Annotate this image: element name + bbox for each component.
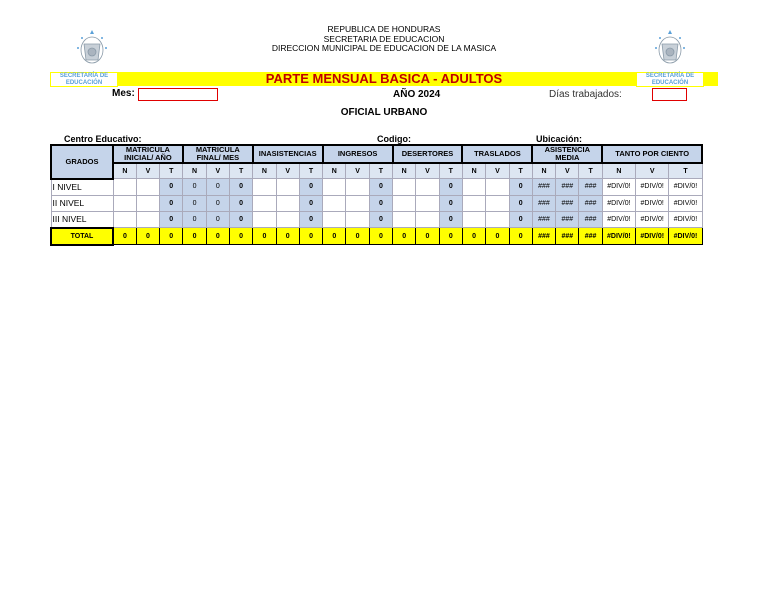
total-cell: 0: [509, 228, 532, 245]
table-cell[interactable]: 0: [299, 179, 322, 196]
sub-header-t: T: [229, 163, 252, 179]
total-cell: 0: [462, 228, 485, 245]
group-header: MATRICULA FINAL/ MES: [183, 145, 253, 163]
total-cell: 0: [486, 228, 509, 245]
table-cell[interactable]: 0: [229, 211, 252, 228]
table-cell[interactable]: [462, 211, 485, 228]
total-cell: 0: [346, 228, 369, 245]
table-cell[interactable]: #DIV/0!: [636, 179, 669, 196]
sub-header-v: V: [416, 163, 439, 179]
table-cell[interactable]: [323, 211, 346, 228]
total-cell: 0: [229, 228, 252, 245]
table-cell[interactable]: #DIV/0!: [636, 211, 669, 228]
table-cell[interactable]: 0: [509, 195, 532, 211]
coat-of-arms-left-icon: [70, 26, 114, 70]
table-cell[interactable]: 0: [160, 179, 183, 196]
header-line-1: REPUBLICA DE HONDURAS: [327, 24, 441, 34]
sub-header-t: T: [509, 163, 532, 179]
table-cell[interactable]: 0: [509, 211, 532, 228]
table-cell[interactable]: 0: [206, 195, 229, 211]
sub-header-t: T: [669, 163, 702, 179]
header-line-3: DIRECCION MUNICIPAL DE EDUCACION DE LA MASICA: [271, 43, 497, 53]
sub-header-n: N: [183, 163, 206, 179]
logo-text-right: SECRETARÍA DE EDUCACIÓN: [636, 72, 704, 87]
total-cell: 0: [393, 228, 416, 245]
total-cell: 0: [253, 228, 276, 245]
table-cell[interactable]: [113, 211, 136, 228]
total-cell: 0: [183, 228, 206, 245]
table-cell[interactable]: 0: [229, 179, 252, 196]
table-cell[interactable]: #DIV/0!: [669, 195, 702, 211]
table-cell[interactable]: 0: [439, 195, 462, 211]
table-cell[interactable]: #DIV/0!: [602, 195, 635, 211]
table-cell[interactable]: ###: [556, 211, 579, 228]
table-row: [51, 179, 702, 196]
table-cell[interactable]: 0: [369, 195, 392, 211]
table-cell[interactable]: ###: [556, 179, 579, 196]
table-cell[interactable]: #DIV/0!: [602, 179, 635, 196]
table-cell[interactable]: 0: [299, 195, 322, 211]
sub-header-n: N: [393, 163, 416, 179]
sub-header-n: N: [462, 163, 485, 179]
page-title: PARTE MENSUAL BASICA - ADULTOS: [265, 71, 503, 86]
table-cell[interactable]: 0: [229, 195, 252, 211]
table-row: [51, 195, 702, 211]
table-cell[interactable]: [253, 211, 276, 228]
total-cell: #DIV/0!: [669, 228, 702, 245]
table-cell[interactable]: 0: [369, 179, 392, 196]
sub-header-v: V: [346, 163, 369, 179]
total-cell: ###: [532, 228, 555, 245]
sub-header-v: V: [556, 163, 579, 179]
table-cell[interactable]: 0: [206, 211, 229, 228]
grado-label: III NIVEL: [51, 211, 113, 228]
sub-header-v: V: [486, 163, 509, 179]
table-cell[interactable]: 0: [183, 195, 206, 211]
logo-text-left: SECRETARÍA DE EDUCACIÓN: [50, 72, 118, 87]
total-row: [51, 228, 702, 245]
table-cell[interactable]: [136, 211, 159, 228]
table-cell[interactable]: [346, 179, 369, 196]
table-cell[interactable]: [323, 179, 346, 196]
total-cell: 0: [113, 228, 136, 245]
sub-header-n: N: [323, 163, 346, 179]
table-cell[interactable]: [346, 211, 369, 228]
table-cell[interactable]: 0: [439, 211, 462, 228]
total-cell: 0: [276, 228, 299, 245]
ubicacion-label: Ubicación:: [536, 134, 583, 144]
table-cell[interactable]: [462, 195, 485, 211]
grados-header: GRADOS: [51, 145, 113, 179]
sub-header-t: T: [579, 163, 602, 179]
table-cell[interactable]: 0: [160, 195, 183, 211]
table-cell[interactable]: #DIV/0!: [669, 211, 702, 228]
sub-header-row: [51, 163, 702, 179]
total-cell: 0: [299, 228, 322, 245]
total-cell: 0: [323, 228, 346, 245]
table-cell[interactable]: ###: [532, 211, 555, 228]
table-cell[interactable]: [276, 211, 299, 228]
table-cell[interactable]: 0: [206, 179, 229, 196]
table-cell[interactable]: ###: [532, 179, 555, 196]
table-cell[interactable]: ###: [579, 179, 602, 196]
group-header: MATRICULA INICIAL/ AÑO: [113, 145, 183, 163]
sub-header-n: N: [253, 163, 276, 179]
table-cell[interactable]: [253, 179, 276, 196]
table-cell[interactable]: [323, 195, 346, 211]
total-cell: 0: [160, 228, 183, 245]
table-cell[interactable]: ###: [579, 195, 602, 211]
data-table: [50, 144, 703, 246]
sub-header-t: T: [299, 163, 322, 179]
group-header: TRASLADOS: [462, 145, 532, 163]
table-cell[interactable]: [486, 195, 509, 211]
sub-header-t: T: [439, 163, 462, 179]
mes-label: Mes:: [112, 88, 135, 99]
header-line-2: SECRETARIA DE EDUCACION: [323, 33, 445, 44]
table-cell[interactable]: [393, 179, 416, 196]
table-cell[interactable]: [462, 179, 485, 196]
sub-header-v: V: [636, 163, 669, 179]
total-cell: 0: [369, 228, 392, 245]
table-cell[interactable]: [393, 195, 416, 211]
table-cell[interactable]: #DIV/0!: [602, 211, 635, 228]
total-cell: ###: [556, 228, 579, 245]
table-cell[interactable]: [416, 179, 439, 196]
group-header: TANTO POR CIENTO: [602, 145, 702, 163]
mes-input[interactable]: [138, 88, 218, 101]
total-cell: 0: [136, 228, 159, 245]
centro-label: Centro Educativo:: [64, 134, 142, 144]
table-cell[interactable]: [486, 179, 509, 196]
total-label: TOTAL: [51, 228, 113, 245]
table-cell[interactable]: 0: [509, 179, 532, 196]
sub-header-n: N: [532, 163, 555, 179]
group-header: INGRESOS: [323, 145, 393, 163]
dias-input[interactable]: [652, 88, 687, 101]
table-cell[interactable]: #DIV/0!: [636, 195, 669, 211]
table-cell[interactable]: [276, 179, 299, 196]
table-cell[interactable]: 0: [160, 211, 183, 228]
table-cell[interactable]: 0: [369, 211, 392, 228]
group-header: ASISTENCIA MEDIA: [532, 145, 602, 163]
table-cell[interactable]: ###: [579, 211, 602, 228]
table-cell[interactable]: #DIV/0!: [669, 179, 702, 196]
table-cell[interactable]: [276, 195, 299, 211]
sub-header-v: V: [276, 163, 299, 179]
table-cell[interactable]: [113, 179, 136, 196]
table-cell[interactable]: [346, 195, 369, 211]
total-cell: 0: [416, 228, 439, 245]
group-header: DESERTORES: [393, 145, 463, 163]
table-cell[interactable]: [416, 211, 439, 228]
table-cell[interactable]: [253, 195, 276, 211]
table-cell[interactable]: [486, 211, 509, 228]
sub-header-n: N: [113, 163, 136, 179]
table-cell[interactable]: [136, 195, 159, 211]
table-cell[interactable]: [136, 179, 159, 196]
sub-header-t: T: [160, 163, 183, 179]
grado-label: II NIVEL: [51, 195, 113, 211]
anio-label: AÑO 2024: [393, 89, 441, 100]
table-cell[interactable]: 0: [299, 211, 322, 228]
table-cell[interactable]: [416, 195, 439, 211]
table-cell[interactable]: ###: [556, 195, 579, 211]
table-cell[interactable]: [113, 195, 136, 211]
dias-label: Días trabajados:: [549, 89, 622, 100]
total-cell: #DIV/0!: [602, 228, 635, 245]
table-row: [51, 211, 702, 228]
total-cell: 0: [439, 228, 462, 245]
table-cell[interactable]: ###: [532, 195, 555, 211]
table-cell[interactable]: 0: [183, 211, 206, 228]
sub-header-v: V: [206, 163, 229, 179]
grado-label: I NIVEL: [51, 179, 113, 196]
coat-of-arms-right-icon: [648, 26, 692, 70]
total-cell: ###: [579, 228, 602, 245]
codigo-label: Codigo:: [377, 134, 411, 144]
table-cell[interactable]: 0: [439, 179, 462, 196]
table-cell[interactable]: [393, 211, 416, 228]
oficial-label: OFICIAL URBANO: [340, 107, 428, 118]
total-cell: 0: [206, 228, 229, 245]
sub-header-n: N: [602, 163, 635, 179]
group-header: INASISTENCIAS: [253, 145, 323, 163]
sub-header-v: V: [136, 163, 159, 179]
table-cell[interactable]: 0: [183, 179, 206, 196]
sub-header-t: T: [369, 163, 392, 179]
total-cell: #DIV/0!: [636, 228, 669, 245]
